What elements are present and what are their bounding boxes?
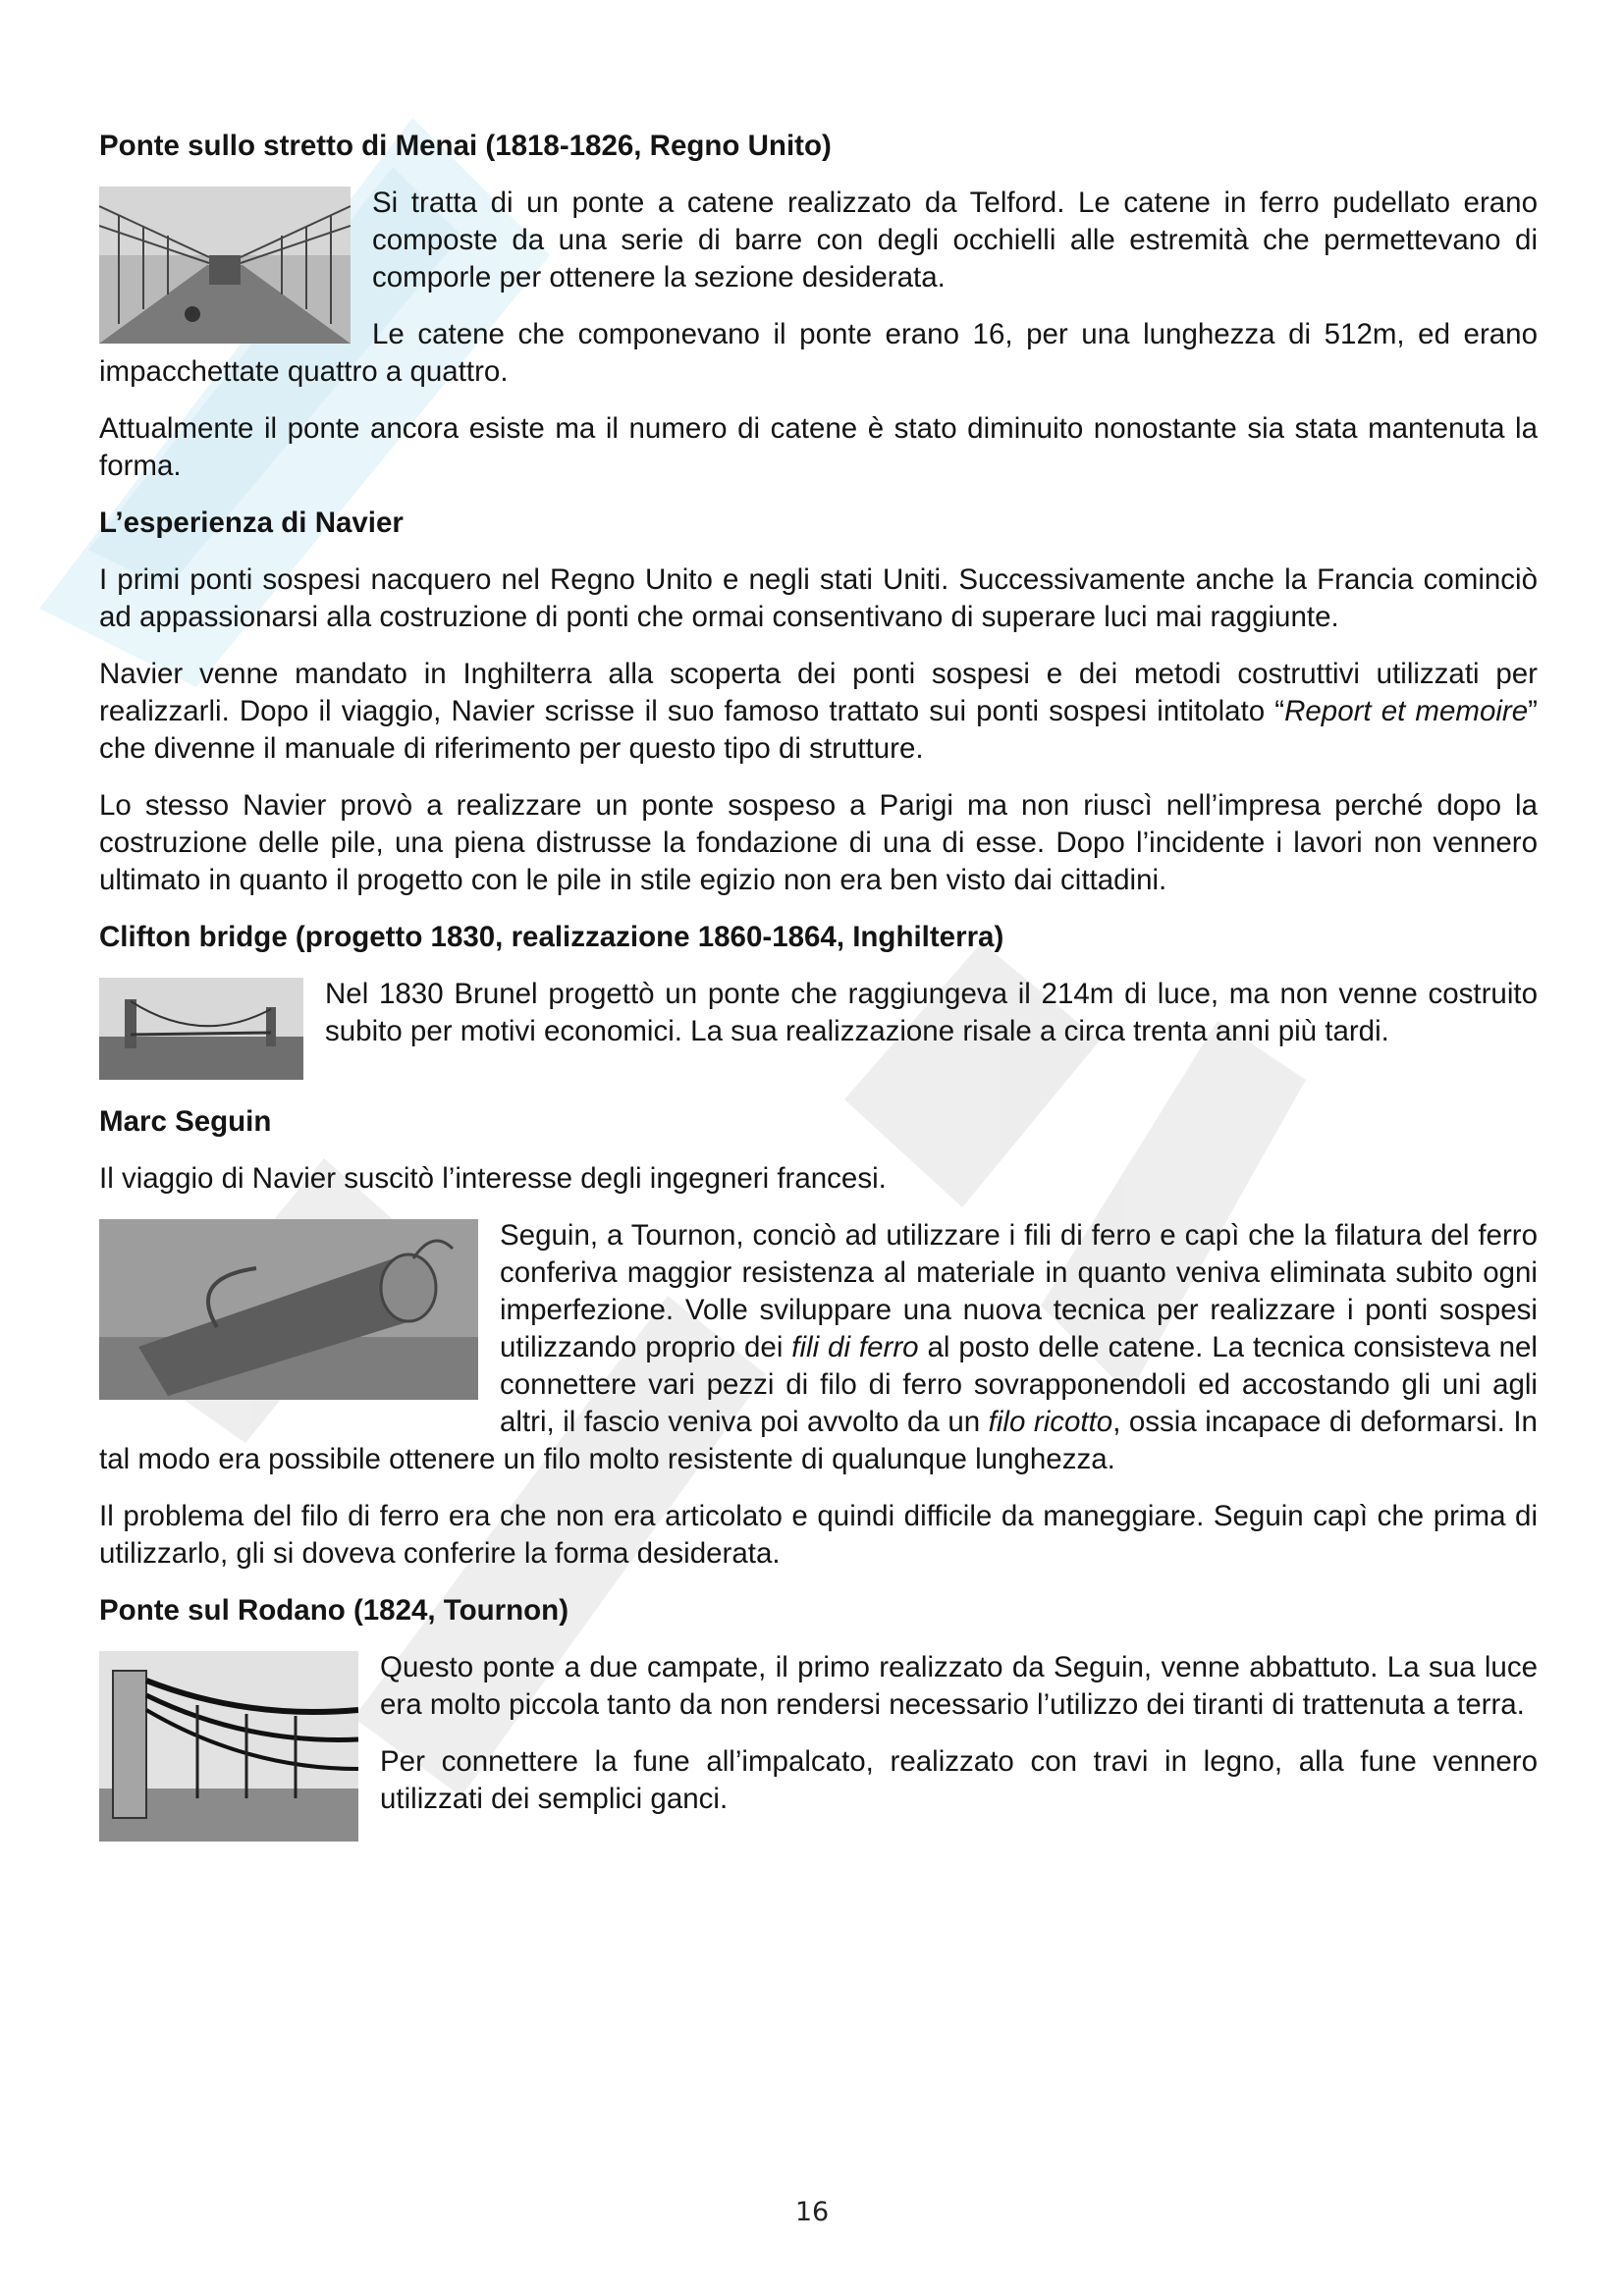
clifton-photo-image <box>99 978 303 1080</box>
document-content <box>99 128 1538 1847</box>
menai-paragraph-after: Attualmente il ponte ancora esiste ma il numero di catene è stato diminuito nonostante sia stata mantenuta la forma. <box>99 412 1538 482</box>
menai-paragraph-1: Si tratta di un ponte a catene realizzato da Telford. Le catene in ferro pudellato erano composte da una serie di barre con degli occhielli alle estremità che permettevano di comporle per ottenere la sezione desiderata. <box>372 187 1538 294</box>
navier-paragraph-1: I primi ponti sospesi nacquero nel Regno Unito e negli stati Uniti. Successivamente anche la Francia cominciò ad appassionarsi alla costruzione di ponti che ormai consentivano di superare luci mai raggiunte. <box>99 563 1538 633</box>
menai-photo-image <box>99 187 351 344</box>
seguin-p1-part-1: Seguin, a Tournon, conciò ad utilizzare i fili di ferro e capì che la filatura del ferro conferiva maggior resistenza al materiale in quanto veniva eliminata subito ogni imperfezione. Volle sviluppare una nuova tecnica per realizzare i ponti sospesi utilizzando proprio dei <box>500 1219 1538 1363</box>
seguin-intro: Il viaggio di Navier suscitò l’interesse degli ingegneri francesi. <box>99 1162 887 1195</box>
heading-menai: Ponte sullo stretto di Menai (1818-1826, Regno Unito) <box>99 130 832 162</box>
menai-bridge-photo <box>99 187 351 344</box>
clifton-paragraph-1: Nel 1830 Brunel progettò un ponte che raggiungeva il 214m di luce, ma non venne costruito subito per motivi economici. La sua realizzazione risale a circa trenta anni più tardi. <box>325 978 1538 1047</box>
navier-treatise-title: Report et memoire <box>1284 695 1529 727</box>
seguin-p1-italic-1: fili di ferro <box>791 1331 919 1363</box>
rodano-photo-image <box>99 1651 358 1842</box>
heading-rodano: Ponte sul Rodano (1824, Tournon) <box>99 1594 569 1627</box>
menai-paragraph-2: Le catene che componevano il ponte erano 16, per una lunghezza di 512m, ed erano impacchettate quattro a quattro. <box>99 318 1538 388</box>
navier-paragraph-3: Lo stesso Navier provò a realizzare un ponte sospeso a Parigi ma non riuscì nell’impresa perché dopo la costruzione delle pile, una piena distrusse la fondazione di una di esse. Dopo l’incidente i lavori non vennero ultimato in quanto il progetto con le pile in stile egizio non era ben visto dai cittadini. <box>99 789 1538 896</box>
rodano-paragraph-1: Questo ponte a due campate, il primo realizzato da Seguin, venne abbattuto. La sua luce era molto piccola tanto da non rendersi necessario l’utilizzo dei tiranti di trattenuta a terra. <box>380 1651 1538 1721</box>
page-number: 16 <box>794 2197 830 2227</box>
iron-wire-bundle-photo <box>99 1219 478 1400</box>
rodano-bridge-photo <box>99 1651 358 1842</box>
seguin-paragraph-2: Il problema del filo di ferro era che non era articolato e quindi difficile da maneggiare. Seguin capì che prima di utilizzarlo, gli si doveva conferire la forma desiderata. <box>99 1500 1538 1570</box>
wire-photo-image <box>99 1219 478 1400</box>
seguin-p1-part-2: al posto delle catene. La tecnica consisteva nel connettere vari pezzi di filo di ferro sovrapponendoli ed accostando gli uni agli altri, il fascio veniva poi avvolto da un <box>500 1331 1538 1438</box>
navier-p2-text-after: ” che divenne il manuale di riferimento per questo tipo di strutture. <box>99 695 1538 765</box>
clifton-bridge-photo <box>99 978 303 1080</box>
heading-clifton: Clifton bridge (progetto 1830, realizzazione 1860-1864, Inghilterra) <box>99 921 1004 953</box>
heading-seguin: Marc Seguin <box>99 1105 272 1138</box>
seguin-p1-part-3: , ossia incapace di deformarsi. In tal modo era possibile ottenere un filo molto resistente di qualunque lunghezza. <box>99 1406 1538 1475</box>
rodano-paragraph-2: Per connettere la fune all’impalcato, realizzato con travi in legno, alla fune vennero utilizzati dei semplici ganci. <box>380 1745 1538 1815</box>
seguin-p1-italic-2: filo ricotto <box>988 1406 1113 1438</box>
navier-paragraph-2 <box>99 656 1538 768</box>
heading-navier: L’esperienza di Navier <box>99 507 404 539</box>
navier-p2-text-before: Navier venne mandato in Inghilterra alla scoperta dei ponti sospesi e dei metodi costruttivi utilizzati per realizzarli. Dopo il viaggio, Navier scrisse il suo famoso trattato sui ponti sospesi intitolato “ <box>99 658 1538 727</box>
